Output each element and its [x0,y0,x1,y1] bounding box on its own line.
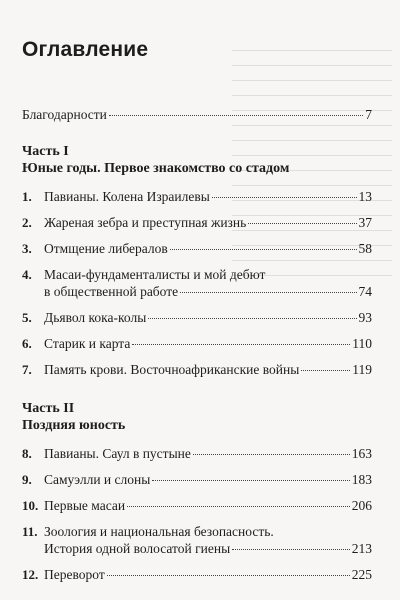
entry-title: Павианы. Саул в пустыне [44,446,191,461]
toc-entry-3 [22,240,372,257]
entry-title-line-1: Масаи-фундаменталисты и мой дебют [44,267,266,282]
entry-number: 12. [22,567,39,582]
entry-page: 206 [351,498,372,513]
entry-title: Дьявол кока-колы [44,310,147,325]
entry-title: Жареная зебра и преступная жизнь [44,215,247,230]
dot-leader [232,549,350,550]
toc-entry-5 [22,309,372,326]
entry-number: 6. [22,336,32,351]
toc-entry-6 [22,335,372,352]
part-title: Юные годы. Первое знакомство со стадом [22,161,290,176]
entry-page: 213 [351,541,372,556]
dot-leader [180,292,356,293]
part-2-heading [22,400,372,434]
entry-number: 7. [22,362,32,377]
entry-page: 58 [358,241,372,256]
toc-entry-1 [22,188,372,205]
page-title: Оглавление [22,38,149,61]
entry-number: 4. [22,267,32,282]
part-label: Часть II [22,401,75,416]
entry-page: 110 [352,336,372,351]
dot-leader [152,480,349,481]
entry-number: 11. [22,524,38,539]
dot-leader [170,249,357,250]
dot-leader [212,197,357,198]
entry-number: 1. [22,189,32,204]
entry-number: 2. [22,215,32,230]
table-of-contents [22,38,372,583]
dot-leader [132,344,350,345]
entry-title: Благодарности [22,107,107,122]
entry-number: 3. [22,241,32,256]
part-label: Часть I [22,144,69,159]
entry-title: Первые масаи [44,498,126,513]
entry-title-line-2: История одной волосатой гиены [44,541,231,556]
toc-entry-acknowledgements [22,106,372,123]
entry-number: 5. [22,310,32,325]
dot-leader [301,370,350,371]
toc-entry-10 [22,497,372,514]
toc-entry-2 [22,214,372,231]
entry-number: 9. [22,472,32,487]
entry-page: 225 [351,567,372,582]
part-title: Поздняя юность [22,418,126,433]
part-1-heading [22,143,372,177]
entry-page: 37 [358,215,372,230]
dot-leader [127,506,350,507]
dot-leader [193,454,350,455]
entry-title: Переворот [44,567,105,582]
dot-leader [248,223,356,224]
entry-title: Память крови. Восточноафриканские войны [44,362,300,377]
entry-page: 119 [352,362,372,377]
toc-entry-4 [22,266,372,300]
entry-page: 183 [351,472,372,487]
dot-leader [148,318,356,319]
entry-number: 8. [22,446,32,461]
entry-page: 163 [351,446,372,461]
entry-page: 13 [358,189,372,204]
entry-number: 10. [22,498,39,513]
entry-title: Самуэлли и слоны [44,472,151,487]
toc-entry-8 [22,445,372,462]
toc-entry-11 [22,523,372,557]
entry-title-line-2: в общественной работе [44,284,179,299]
entry-page: 74 [358,284,372,299]
entry-title: Отмщение либералов [44,241,168,256]
entry-title: Павианы. Колена Израилевы [44,189,210,204]
entry-page: 7 [365,107,372,122]
dot-leader [107,575,350,576]
entry-page: 93 [358,310,372,325]
entry-title-line-1: Зоология и национальная безопасность. [44,524,274,539]
dot-leader [109,115,363,116]
toc-entry-7 [22,361,372,378]
entry-title: Старик и карта [44,336,131,351]
toc-entry-9 [22,471,372,488]
toc-entry-12 [22,566,372,583]
